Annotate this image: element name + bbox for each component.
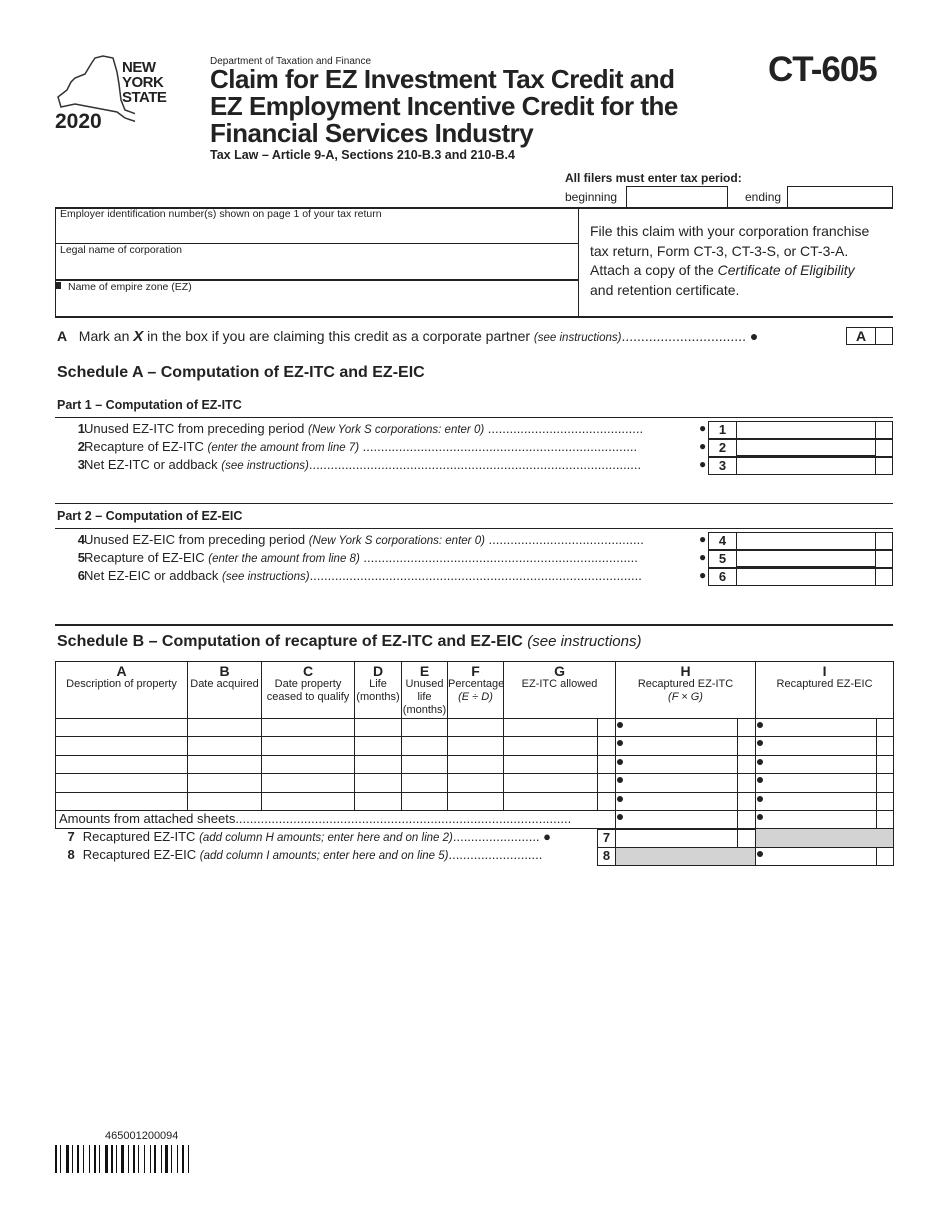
line-number: 2 xyxy=(77,439,85,454)
amount-input[interactable] xyxy=(737,550,876,568)
logo-line: YORK xyxy=(122,74,164,91)
barcode-bar xyxy=(99,1145,100,1173)
table-cell-input[interactable] xyxy=(188,737,262,755)
table-cell-input[interactable] xyxy=(355,719,402,737)
barcode-bar xyxy=(150,1145,151,1173)
schedule-line xyxy=(55,439,893,457)
line-note: (see instructions) xyxy=(222,571,310,583)
schedule-line xyxy=(55,457,893,475)
table-cell-input[interactable] xyxy=(598,755,616,773)
table-cell-input[interactable] xyxy=(402,792,448,810)
schedule-b-title-text: Schedule B – Computation of recapture of EZ-ITC and EZ-EIC xyxy=(57,633,528,650)
table-cell-input[interactable] xyxy=(448,774,504,792)
amount-input[interactable] xyxy=(877,810,894,828)
line-number: 4 xyxy=(77,532,85,547)
barcode-bar xyxy=(128,1145,129,1173)
column-label: Date acquired xyxy=(190,678,259,690)
schedule-line xyxy=(55,568,893,586)
title-line: Financial Services Industry xyxy=(210,118,534,148)
beginning-label: beginning xyxy=(565,190,618,204)
line7-text xyxy=(56,829,598,847)
table-cell-input[interactable] xyxy=(262,792,355,810)
table-cell-input[interactable] xyxy=(448,719,504,737)
table-cell-input[interactable] xyxy=(756,792,877,810)
barcode-bar xyxy=(182,1145,184,1173)
bullet-icon: ● xyxy=(699,568,707,582)
table-cell-input[interactable] xyxy=(598,774,616,792)
line-label: Recaptured EZ-EIC xyxy=(82,847,200,863)
bullet-icon: ● xyxy=(699,532,707,546)
line-note: (enter the amount from line 7) xyxy=(207,442,360,454)
column-header-f xyxy=(448,662,504,719)
line-label: Recapture of EZ-EIC xyxy=(84,550,209,565)
line-note: (see instructions) xyxy=(221,460,309,472)
form-subtitle: Tax Law – Article 9-A, Sections 210-B.3 and 210-B.4 xyxy=(210,148,515,162)
empire-zone-label: Name of empire zone (EZ) xyxy=(68,281,192,293)
line-a-x: X xyxy=(133,328,144,345)
table-cell-input[interactable] xyxy=(738,792,756,810)
column-letter: D xyxy=(372,663,384,679)
barcode-bar xyxy=(94,1145,96,1173)
line-a-text: in the box if you are claiming this credit as a corporate partner xyxy=(143,328,534,344)
amount-input[interactable] xyxy=(737,421,876,439)
column-label: Date property ceased to qualify xyxy=(266,678,350,703)
line-number: 8 xyxy=(67,847,75,863)
line-a: A Mark an X in the box if you are claiming this credit as a corporate partner (see instructions)................................ ● xyxy=(57,328,759,345)
barcode-bar xyxy=(161,1145,162,1173)
barcode-bar xyxy=(188,1145,189,1173)
column-label: EZ-ITC allowed xyxy=(521,678,598,690)
column-letter: C xyxy=(302,663,314,679)
amount-input[interactable] xyxy=(737,568,876,586)
table-cell-input[interactable] xyxy=(756,737,877,755)
table-cell-input[interactable] xyxy=(616,774,738,792)
barcode-bar xyxy=(138,1145,139,1173)
barcode-bar xyxy=(121,1145,124,1173)
ein-label: Employer identification number(s) shown on page 1 of your tax return xyxy=(60,208,382,220)
leader-dots: .......................... xyxy=(448,847,543,863)
table-cell-input[interactable] xyxy=(616,719,738,737)
line-number-box: 8 xyxy=(598,847,616,865)
table-row xyxy=(56,755,894,773)
line-number: 6 xyxy=(77,568,85,583)
amount-input[interactable] xyxy=(737,457,876,475)
divider xyxy=(55,316,893,318)
line-number: 7 xyxy=(67,829,75,845)
schedule-a-title: Schedule A – Computation of EZ-ITC and EZ-EIC xyxy=(57,364,425,381)
schedule-line xyxy=(55,532,893,550)
table-cell-input[interactable] xyxy=(262,774,355,792)
table-cell-input[interactable] xyxy=(262,719,355,737)
leader-dots: ............................................................................................ xyxy=(309,568,642,583)
cents-input[interactable] xyxy=(876,439,893,457)
attached-sheets-row xyxy=(56,810,894,828)
amount-input[interactable] xyxy=(737,532,876,550)
barcode-bar xyxy=(55,1145,57,1173)
column-header-i xyxy=(756,662,894,719)
ending-label: ending xyxy=(745,190,782,204)
line-label: Unused EZ-ITC from preceding period xyxy=(84,421,308,436)
table-cell-input[interactable] xyxy=(756,774,877,792)
barcode-bar xyxy=(177,1145,178,1173)
line-text xyxy=(84,550,638,565)
line-number-box: 5 xyxy=(708,550,737,568)
line8-row xyxy=(56,847,894,865)
line-number-box: 6 xyxy=(708,568,737,586)
barcode-bar xyxy=(66,1145,69,1173)
cents-input[interactable] xyxy=(876,421,893,439)
barcode-bar xyxy=(111,1145,113,1173)
column-header-d xyxy=(355,662,402,719)
column-label: Recaptured EZ-ITC xyxy=(637,678,734,690)
instruction-line: and retention certificate. xyxy=(590,281,740,298)
column-note: (F × G) xyxy=(668,691,703,703)
barcode xyxy=(55,1145,240,1173)
title-line: EZ Employment Incentive Credit for the xyxy=(210,91,678,121)
table-cell-input[interactable] xyxy=(877,774,894,792)
amount-input[interactable] xyxy=(616,810,738,828)
column-letter: F xyxy=(471,663,480,679)
barcode-bar xyxy=(154,1145,156,1173)
department-name: Department of Taxation and Finance xyxy=(210,56,372,67)
table-cell-input[interactable] xyxy=(56,774,188,792)
table-cell-input[interactable] xyxy=(355,792,402,810)
amount-input[interactable] xyxy=(756,847,877,865)
line-label: Net EZ-EIC or addback xyxy=(84,568,222,583)
barcode-bar xyxy=(144,1145,145,1173)
line-text xyxy=(84,439,637,454)
column-label: Life (months) xyxy=(356,678,400,703)
table-cell-input[interactable] xyxy=(598,719,616,737)
leader-dots: ........................................... xyxy=(484,532,644,547)
corporate-partner-checkbox[interactable] xyxy=(875,327,893,345)
table-row xyxy=(56,792,894,810)
barcode-bar xyxy=(116,1145,117,1173)
table-cell-input[interactable] xyxy=(877,737,894,755)
amount-input[interactable] xyxy=(737,439,876,457)
table-cell-input[interactable] xyxy=(402,719,448,737)
table-cell-input[interactable] xyxy=(188,792,262,810)
line-note: (add column H amounts; enter here and on line 2) xyxy=(199,832,453,845)
part1-title: Part 1 – Computation of EZ-ITC xyxy=(57,398,242,412)
barcode-bar xyxy=(105,1145,108,1173)
table-cell-input[interactable] xyxy=(56,792,188,810)
table-cell-input[interactable] xyxy=(616,755,738,773)
column-letter: I xyxy=(822,663,827,679)
column-letter: B xyxy=(219,663,230,679)
line-number: 3 xyxy=(77,457,85,472)
barcode-bar xyxy=(77,1145,79,1173)
table-cell-input[interactable] xyxy=(188,755,262,773)
line-number-box: 4 xyxy=(708,532,737,550)
tax-year: 2020 xyxy=(55,110,102,133)
column-header-a xyxy=(56,662,188,719)
column-header-g xyxy=(504,662,616,719)
column-letter: A xyxy=(116,663,127,679)
table-cell-input[interactable] xyxy=(188,774,262,792)
column-label: Description of property xyxy=(66,678,177,690)
amount-input[interactable] xyxy=(756,810,877,828)
nys-logo xyxy=(55,52,185,132)
table-cell-input[interactable] xyxy=(598,737,616,755)
table-cell-input[interactable] xyxy=(738,737,756,755)
line-note: (New York S corporations: enter 0) xyxy=(308,535,485,547)
column-header-e xyxy=(402,662,448,719)
bullet-icon: ● xyxy=(699,550,707,564)
barcode-bar xyxy=(83,1145,84,1173)
line-number-box: 2 xyxy=(708,439,737,457)
column-note: (E ÷ D) xyxy=(458,691,493,703)
line-a-note: (see instructions) xyxy=(533,332,622,344)
column-letter: G xyxy=(554,663,565,679)
bullet-icon: ● xyxy=(699,421,707,435)
table-cell-input[interactable] xyxy=(738,774,756,792)
beginning-date-input[interactable] xyxy=(626,186,728,208)
table-cell-input[interactable] xyxy=(598,792,616,810)
divider xyxy=(55,417,893,418)
table-cell-input[interactable] xyxy=(448,737,504,755)
divider xyxy=(55,624,893,626)
leader-dots: ............................................................................ xyxy=(359,550,638,565)
line7-row xyxy=(56,829,894,847)
line-label: Recapture of EZ-ITC xyxy=(84,439,208,454)
line-a-letter: A xyxy=(57,328,68,344)
table-cell-input[interactable] xyxy=(504,774,598,792)
barcode-bar xyxy=(133,1145,135,1173)
form-number: CT-605 xyxy=(768,50,877,89)
divider xyxy=(55,528,893,529)
table-cell-input[interactable] xyxy=(56,737,188,755)
bullet-icon: ● xyxy=(699,457,707,471)
line-note: (enter the amount from line 8) xyxy=(208,553,360,565)
cents-input[interactable] xyxy=(738,829,756,847)
schedule-line xyxy=(55,421,893,439)
table-cell-input[interactable] xyxy=(56,719,188,737)
barcode-bar xyxy=(165,1145,168,1173)
column-header-b xyxy=(188,662,262,719)
table-cell-input[interactable] xyxy=(504,755,598,773)
table-cell-input[interactable] xyxy=(402,737,448,755)
line-text xyxy=(84,457,641,472)
leader-dots: ............................................................................................ xyxy=(308,457,642,472)
instruction-line: tax return, Form CT-3, CT-3-S, or CT-3-A. xyxy=(590,242,849,259)
amount-input[interactable] xyxy=(738,810,756,828)
table-cell-input[interactable] xyxy=(402,755,448,773)
column-header-c xyxy=(262,662,355,719)
barcode-bar xyxy=(72,1145,73,1173)
line-number: 1 xyxy=(77,421,85,436)
attached-sheets-label: Amounts from attached sheets............................................................................................. xyxy=(56,810,616,828)
table-cell-input[interactable] xyxy=(355,774,402,792)
table-cell-input[interactable] xyxy=(756,755,877,773)
line-label: Net EZ-ITC or addback xyxy=(84,457,222,472)
table-cell-input[interactable] xyxy=(616,737,738,755)
instruction-italic: Certificate of Eligibility xyxy=(717,262,855,278)
table-cell-input[interactable] xyxy=(355,737,402,755)
bullet-icon xyxy=(56,282,61,289)
table-cell-input[interactable] xyxy=(262,755,355,773)
line-label: Recaptured EZ-ITC xyxy=(82,829,200,845)
table-cell-input[interactable] xyxy=(188,719,262,737)
table-cell-input[interactable] xyxy=(877,755,894,773)
column-label: Percentage xyxy=(448,678,505,690)
filing-instructions xyxy=(590,222,869,300)
bullet-icon: ● xyxy=(699,439,707,453)
shaded-cell xyxy=(756,829,894,847)
schedule-line xyxy=(55,550,893,568)
cents-input[interactable] xyxy=(876,550,893,568)
corporation-name-label: Legal name of corporation xyxy=(60,244,182,256)
leader-dots: ................................ xyxy=(621,328,746,344)
instruction-line xyxy=(590,261,869,281)
shaded-cell xyxy=(616,847,756,865)
line-label: Unused EZ-EIC from preceding period xyxy=(84,532,309,547)
logo-line: STATE xyxy=(122,89,167,106)
column-letter: H xyxy=(680,663,691,679)
schedule-b-title-note: (see instructions) xyxy=(527,633,642,650)
schedule-b-title xyxy=(57,633,641,651)
column-header-h xyxy=(616,662,756,719)
logo-line: NEW xyxy=(122,59,156,76)
table-cell-input[interactable] xyxy=(738,755,756,773)
cents-input[interactable] xyxy=(876,457,893,475)
barcode-bar xyxy=(60,1145,61,1173)
column-letter: E xyxy=(419,663,430,679)
table-cell-input[interactable] xyxy=(448,755,504,773)
title-line: Claim for EZ Investment Tax Credit and xyxy=(210,64,675,94)
corporate-partner-checkbox-label: A xyxy=(846,327,876,345)
cents-input[interactable] xyxy=(877,847,894,865)
barcode-bar xyxy=(171,1145,172,1173)
table-cell-input[interactable] xyxy=(616,792,738,810)
line-a-text: Mark an xyxy=(78,328,134,344)
table-cell-input[interactable] xyxy=(402,774,448,792)
leader-dots: ............................................................................ xyxy=(359,439,638,454)
line-text xyxy=(84,421,643,436)
table-row xyxy=(56,719,894,737)
table-cell-input[interactable] xyxy=(504,792,598,810)
table-cell-input[interactable] xyxy=(56,755,188,773)
line8-text xyxy=(56,847,598,865)
leader-dots: ........................................... xyxy=(484,421,644,436)
instruction-text: Attach a copy of the xyxy=(590,262,718,278)
line-text xyxy=(84,568,642,583)
table-cell-input[interactable] xyxy=(756,719,877,737)
table-cell-input[interactable] xyxy=(355,755,402,773)
table-row xyxy=(56,774,894,792)
divider xyxy=(55,503,893,504)
line-number-box: 7 xyxy=(598,829,616,847)
line-text xyxy=(84,532,644,547)
line-note: (New York S corporations: enter 0) xyxy=(307,424,485,436)
cents-input[interactable] xyxy=(876,568,893,586)
line-number: 5 xyxy=(77,550,85,565)
table-row xyxy=(56,737,894,755)
column-label: Recaptured EZ-EIC xyxy=(776,678,873,690)
table-cell-input[interactable] xyxy=(877,719,894,737)
table-cell-input[interactable] xyxy=(504,719,598,737)
tax-period-heading: All filers must enter tax period: xyxy=(565,171,742,185)
table-cell-input[interactable] xyxy=(448,792,504,810)
instruction-line: File this claim with your corporation franchise xyxy=(590,223,870,239)
cents-input[interactable] xyxy=(876,532,893,550)
line-note: (add column I amounts; enter here and on line 5) xyxy=(199,850,449,863)
ending-date-input[interactable] xyxy=(787,186,893,208)
part2-title: Part 2 – Computation of EZ-EIC xyxy=(57,509,243,523)
table-cell-input[interactable] xyxy=(504,737,598,755)
barcode-number: 465001200094 xyxy=(105,1130,179,1142)
table-cell-input[interactable] xyxy=(877,792,894,810)
form-title xyxy=(210,66,678,147)
line-number-box: 3 xyxy=(708,457,737,475)
line-number-box: 1 xyxy=(708,421,737,439)
column-label: Unused life (months) xyxy=(402,678,447,716)
barcode-bar xyxy=(89,1145,90,1173)
schedule-b-table xyxy=(55,661,894,866)
table-cell-input[interactable] xyxy=(262,737,355,755)
leader-dots: ........................ ● xyxy=(452,829,552,845)
amount-input[interactable] xyxy=(616,829,738,847)
table-cell-input[interactable] xyxy=(738,719,756,737)
